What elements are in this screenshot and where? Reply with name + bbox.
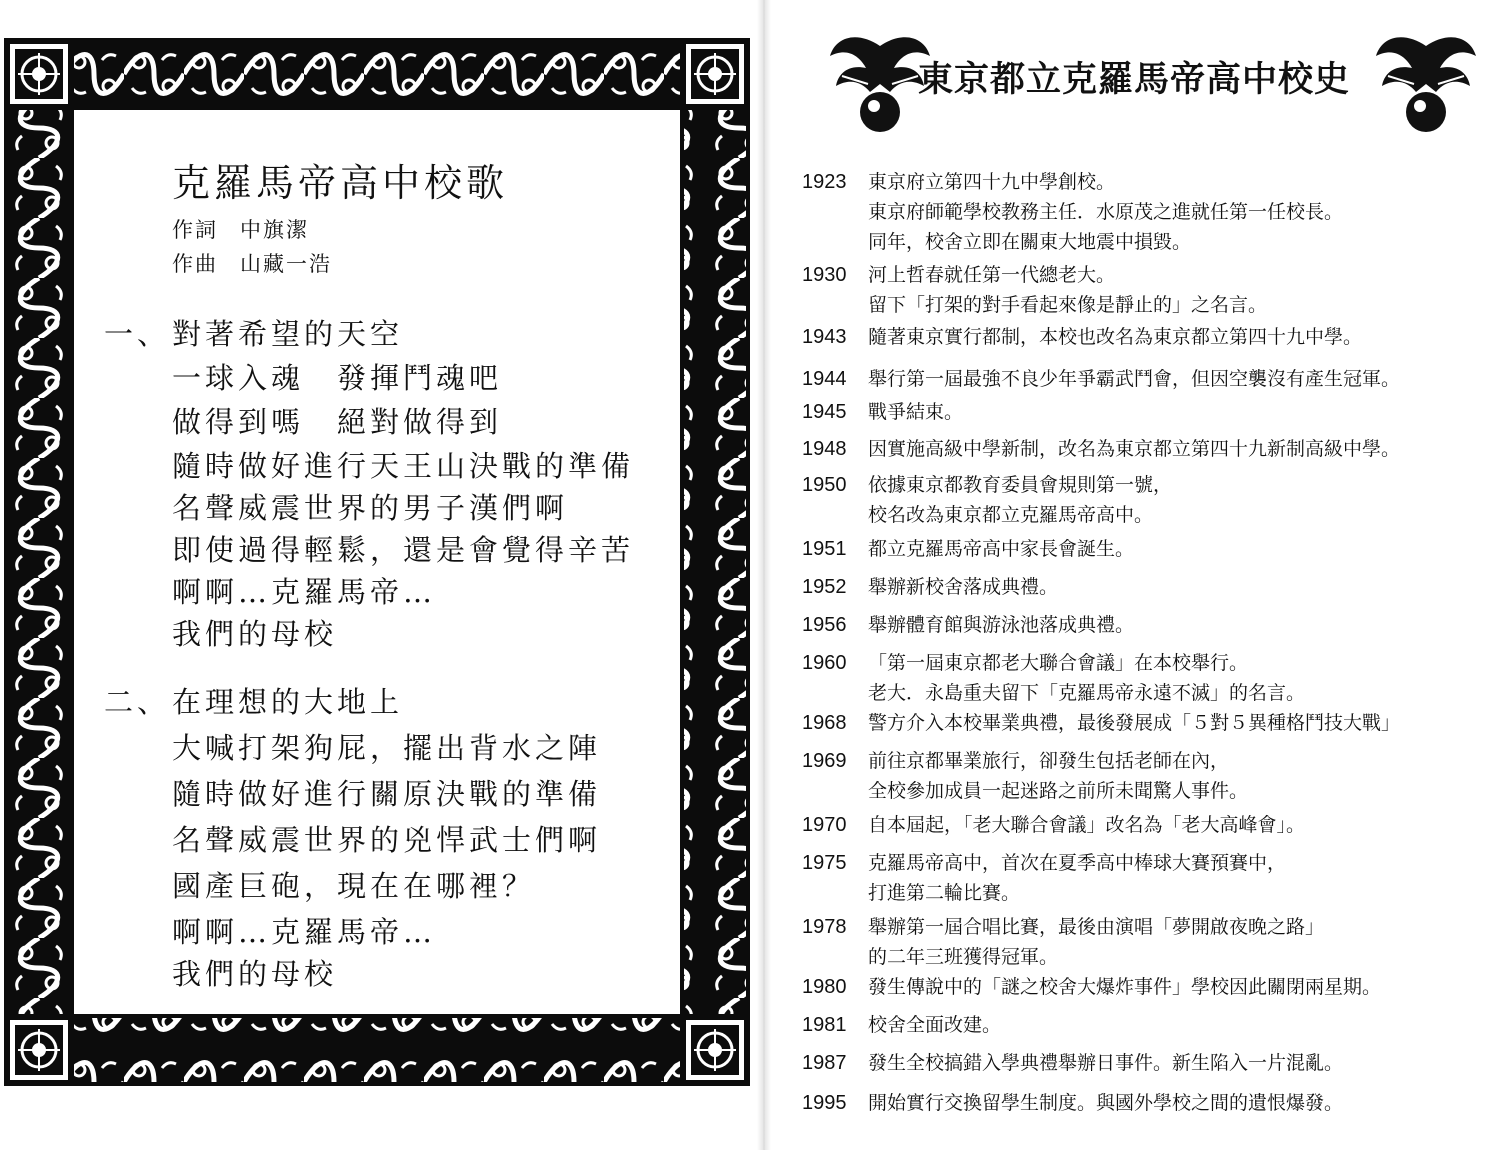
entry-year: 1930 [802,264,847,286]
entry-line: 因實施高級中學新制，改名為東京都立第四十九新制高級中學。 [868,438,1401,460]
right-page [770,0,1494,1150]
entry-text [868,322,1362,352]
entry-line: 警方介入本校畢業典禮，最後發展成「５對５異種格鬥技大戰」 [868,712,1401,734]
entry-year: 1960 [802,652,847,674]
entry-year: 1968 [802,712,847,734]
entry-text [868,972,1381,1002]
entry-year: 1956 [802,614,847,636]
entry-year: 1987 [802,1052,847,1074]
entry-line: 老大．永島重夫留下「克羅馬帝永遠不滅」的名言。 [868,682,1306,704]
entry-text [868,397,963,427]
entry-line: 舉辦新校舍落成典禮。 [868,576,1059,598]
lyric-line: 隨時做好進行關原決戰的準備 [172,777,602,811]
lyric-line: 做得到嗎 絕對做得到 [172,405,503,439]
entry-line: 東京府師範學校教務主任．水原茂之進就任第一任校長。 [868,201,1344,223]
entry-year: 1944 [802,368,847,390]
entry-year: 1950 [802,474,847,496]
entry-year: 1981 [802,1014,847,1036]
entry-line: 克羅馬帝高中，首次在夏季高中棒球大賽預賽中， [868,852,1287,874]
composer-name: 山藏一浩 [240,252,332,276]
lyricist-role: 作詞 [172,218,218,242]
entry-line: 自本屆起，「老大聯合會議」改名為「老大高峰會」。 [868,814,1306,836]
entry-line: 發生全校搞錯入學典禮舉辦日事件。新生陷入一片混亂。 [868,1052,1344,1074]
entry-text [868,434,1400,464]
entry-line: 戰爭結束。 [868,401,964,423]
entry-line: 舉辦第一屆合唱比賽，最後由演唱「夢開啟夜晚之路」 [868,916,1325,938]
entry-year: 1970 [802,814,847,836]
entry-text [868,610,1134,640]
verse-2-number: 二、 [104,685,171,719]
entry-year: 1923 [802,171,847,193]
school-song [0,0,760,1100]
lyricist-name: 中旗潔 [240,218,309,242]
entry-text [868,708,1400,738]
lyric-line: 隨時做好進行天王山決戰的準備 [172,449,635,483]
entry-text [868,1088,1343,1118]
entry-line: 發生傳說中的「謎之校舍大爆炸事件」學校因此關閉兩星期。 [868,976,1382,998]
history-title: 東京都立克羅馬帝高中校史 [918,60,1351,100]
entry-text [868,810,1305,840]
lyricist-credit [172,214,309,244]
entry-text [868,746,1248,806]
lyric-line: 啊啊…克羅馬帝… [172,575,437,609]
lyric-line: 大喊打架狗屁，擺出背水之陣 [172,731,602,765]
entry-year: 1978 [802,916,847,938]
entry-text [868,364,1400,394]
book-gutter [757,0,771,1150]
composer-credit [172,248,332,278]
lyric-line: 國產巨砲，現在在哪裡？ [172,869,536,903]
entry-text [868,534,1134,564]
lyric-line: 啊啊…克羅馬帝… [172,915,437,949]
lyric-line: 即使過得輕鬆，還是會覺得辛苦 [172,533,635,567]
entry-text [868,848,1286,908]
entry-text [868,572,1058,602]
song-title: 克羅馬帝高中校歌 [172,161,509,205]
composer-role: 作曲 [172,252,218,276]
lyric-line: 名聲威震世界的兇悍武士們啊 [172,823,602,857]
entry-line: 前往京都畢業旅行，卻發生包括老師在內， [868,750,1230,772]
entry-line: 留下「打架的對手看起來像是靜止的」之名言。 [868,294,1268,316]
entry-year: 1945 [802,401,847,423]
entry-year: 1943 [802,326,847,348]
entry-line: 舉行第一屆最強不良少年爭霸武鬥會，但因空襲沒有產生冠軍。 [868,368,1401,390]
entry-line: 隨著東京實行都制，本校也改名為東京都立第四十九中學。 [868,326,1363,348]
entry-line: 校名改為東京都立克羅馬帝高中。 [868,504,1154,526]
entry-line: 東京府立第四十九中學創校。 [868,171,1116,193]
verse-1-number: 一、 [104,317,171,351]
entry-line: 同年，校舍立即在關東大地震中損毀。 [868,231,1192,253]
entry-text [868,648,1305,708]
entry-year: 1948 [802,438,847,460]
lyric-line: 名聲威震世界的男子漢們啊 [172,491,569,525]
entry-line: 依據東京都教育委員會規則第一號， [868,474,1173,496]
entry-text [868,1048,1343,1078]
entry-year: 1995 [802,1092,847,1114]
entry-line: 校舍全面改建。 [868,1014,1002,1036]
lyric-line: 我們的母校 [172,957,338,991]
eagle-emblem-icon [1374,26,1478,136]
eagle-emblem-icon [828,26,932,136]
entry-line: 「第一屆東京都老大聯合會議」在本校舉行。 [868,652,1249,674]
entry-line: 全校參加成員一起迷路之前所未聞驚人事件。 [868,780,1249,802]
entry-year: 1951 [802,538,847,560]
entry-year: 1975 [802,852,847,874]
entry-line: 開始實行交換留學生制度。與國外學校之間的遺恨爆發。 [868,1092,1344,1114]
lyric-line: 一球入魂 發揮鬥魂吧 [172,361,503,395]
entry-year: 1980 [802,976,847,998]
entry-year: 1952 [802,576,847,598]
entry-line: 河上哲春就任第一代總老大。 [868,264,1116,286]
entry-line: 的二年三班獲得冠軍。 [868,946,1059,968]
entry-line: 舉辦體育館與游泳池落成典禮。 [868,614,1135,636]
entry-year: 1969 [802,750,847,772]
entry-line: 打進第二輪比賽。 [868,882,1021,904]
entry-text [868,260,1267,320]
entry-text [868,470,1172,530]
lyric-line: 對著希望的天空 [172,317,404,351]
lyric-line: 在理想的大地上 [172,685,404,719]
entry-line: 都立克羅馬帝高中家長會誕生。 [868,538,1135,560]
entry-text [868,167,1343,257]
entry-text [868,1010,1001,1040]
entry-text [868,912,1324,972]
lyric-line: 我們的母校 [172,617,338,651]
